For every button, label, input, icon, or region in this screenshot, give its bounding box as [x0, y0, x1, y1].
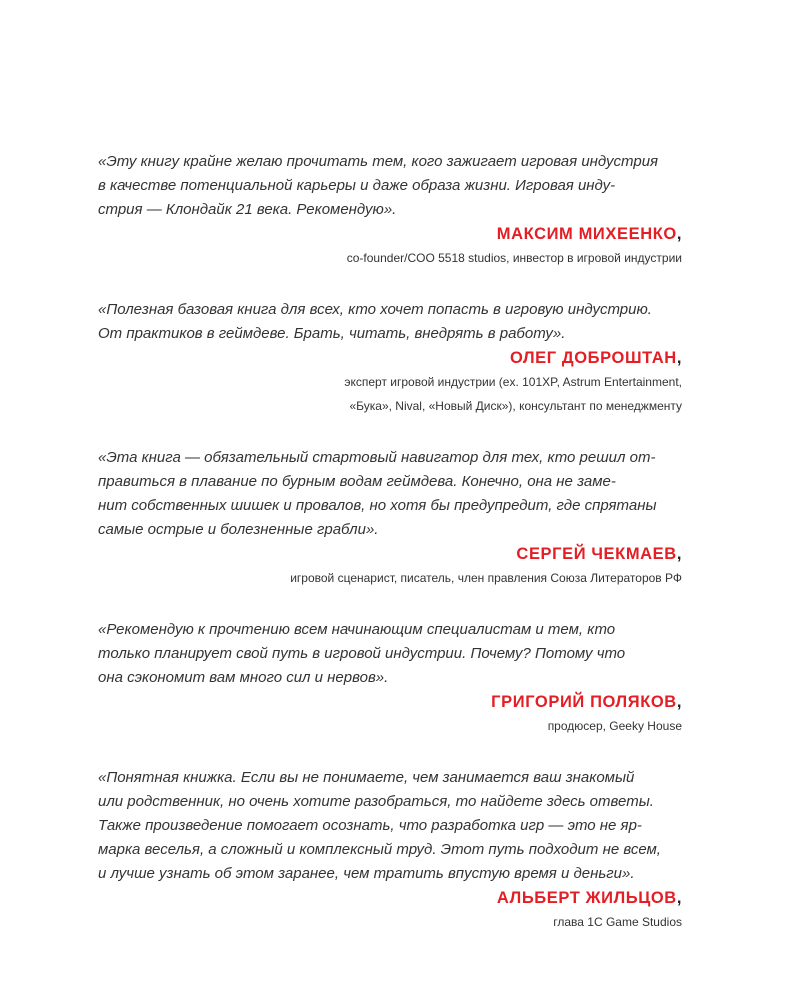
author-name: МАКСИМ МИХЕЕНКО	[496, 225, 677, 243]
review-block	[98, 150, 682, 270]
review-author-role	[98, 246, 682, 270]
author-comma: ,	[676, 693, 682, 711]
role-line: глава 1С Game Studios	[553, 915, 682, 929]
quote-line: «Эта книга — обязательный стартовый навигатор для тех, кто решил от-	[98, 449, 656, 466]
author-name: АЛЬБЕРТ ЖИЛЬЦОВ	[496, 889, 677, 907]
review-author-role	[98, 714, 682, 738]
quote-line: она сэкономит вам много сил и нервов».	[98, 669, 389, 686]
review-block	[98, 766, 682, 934]
review-author	[98, 222, 682, 246]
quote-line: «Понятная книжка. Если вы не понимаете, чем занимается ваш знакомый	[98, 769, 635, 786]
review-quote	[98, 298, 682, 346]
author-comma: ,	[676, 889, 682, 907]
review-author-role	[98, 370, 682, 418]
review-author-role	[98, 566, 682, 590]
author-comma: ,	[676, 225, 682, 243]
author-name: СЕРГЕЙ ЧЕКМАЕВ	[516, 545, 677, 563]
quote-line: только планирует свой путь в игровой индустрии. Почему? Потому что	[98, 645, 626, 662]
review-author	[98, 542, 682, 566]
quote-line: «Полезная базовая книга для всех, кто хочет попасть в игровую индустрию.	[98, 301, 652, 318]
role-line: продюсер, Geeky House	[547, 719, 682, 733]
quote-line: или родственник, но очень хотите разобраться, то найдете здесь ответы.	[98, 793, 654, 810]
review-quote	[98, 766, 682, 886]
reviews-page	[98, 150, 682, 934]
quote-line: «Эту книгу крайне желаю прочитать тем, кого зажигает игровая индустрия	[98, 153, 659, 170]
role-line: эксперт игровой индустрии (ex. 101XP, Astrum Entertainment,	[344, 375, 682, 389]
author-comma: ,	[676, 545, 682, 563]
review-quote	[98, 150, 682, 222]
review-quote	[98, 618, 682, 690]
quote-line: От практиков в геймдеве. Брать, читать, внедрять в работу».	[98, 325, 566, 342]
role-line: co-founder/COO 5518 studios, инвестор в игровой индустрии	[346, 251, 682, 265]
quote-line: марка веселья, а сложный и комплексный труд. Этот путь подходит не всем,	[98, 841, 661, 858]
quote-line: правиться в плавание по бурным водам геймдева. Конечно, она не заме-	[98, 473, 616, 490]
quote-line: и лучше узнать об этом заранее, чем тратить впустую время и деньги».	[98, 865, 635, 882]
review-author	[98, 690, 682, 714]
author-name: ОЛЕГ ДОБРОШТАН	[509, 349, 677, 367]
role-line: «Бука», Nival, «Новый Диск»), консультант по менеджменту	[349, 399, 682, 413]
author-comma: ,	[676, 349, 682, 367]
quote-line: самые острые и болезненные грабли».	[98, 521, 379, 538]
quote-line: «Рекомендую к прочтению всем начинающим специалистам и тем, кто	[98, 621, 616, 638]
quote-line: стрия — Клондайк 21 века. Рекомендую».	[98, 201, 397, 218]
review-quote	[98, 446, 682, 542]
quote-line: в качестве потенциальной карьеры и даже образа жизни. Игровая инду-	[98, 177, 616, 194]
quote-line: Также произведение помогает осознать, что разработка игр — это не яр-	[98, 817, 642, 834]
review-block	[98, 446, 682, 590]
role-line: игровой сценарист, писатель, член правления Союза Литераторов РФ	[290, 571, 682, 585]
author-name: ГРИГОРИЙ ПОЛЯКОВ	[491, 693, 677, 711]
review-author	[98, 346, 682, 370]
review-block	[98, 618, 682, 738]
review-author-role	[98, 910, 682, 934]
review-block	[98, 298, 682, 418]
quote-line: нит собственных шишек и провалов, но хотя бы предупредит, где спрятаны	[98, 497, 657, 514]
review-author	[98, 886, 682, 910]
